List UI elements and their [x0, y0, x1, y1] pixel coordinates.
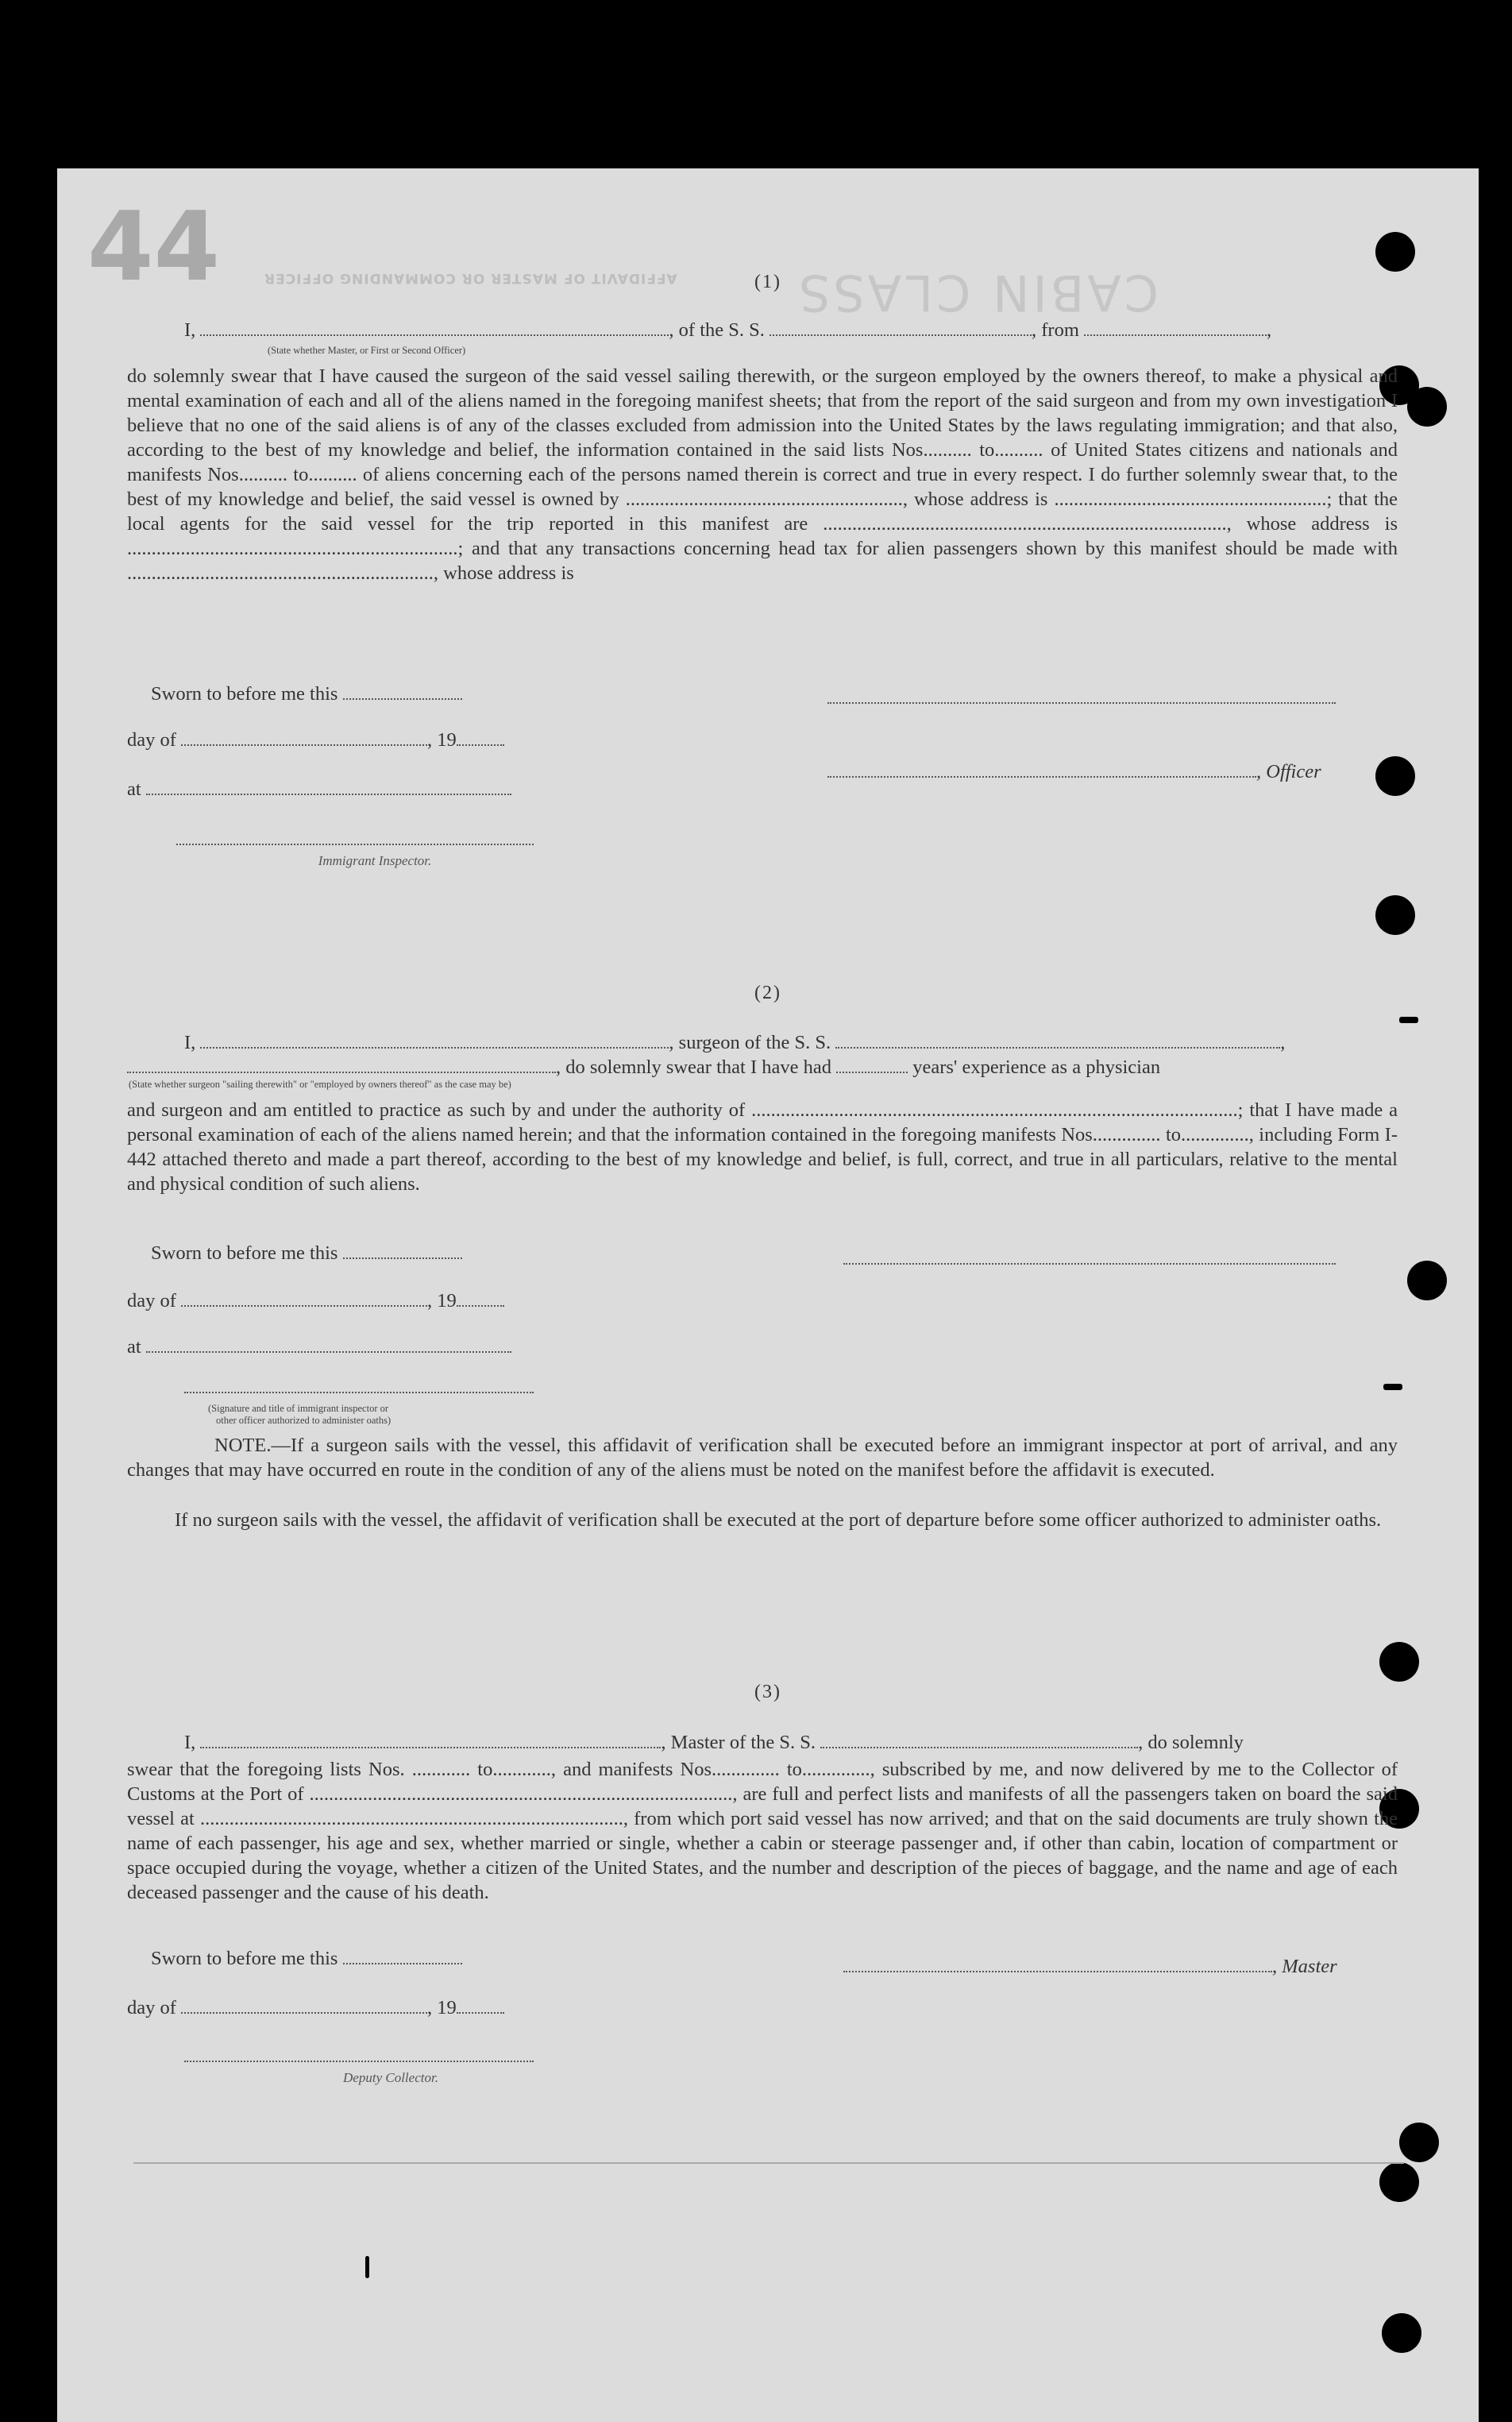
day-of-line-1: day of , 19 — [127, 729, 504, 751]
at-line-2: at — [127, 1336, 511, 1358]
punch-hole — [1375, 756, 1415, 796]
at-place-field[interactable] — [146, 1337, 511, 1353]
master-signature-line: , Master — [843, 1956, 1337, 1978]
ink-mark — [365, 2256, 369, 2278]
sig-caption-1: (Signature and title of immigrant inspector or — [208, 1403, 389, 1414]
master-ship-field[interactable] — [820, 1732, 1138, 1748]
day-of-line-2: day of , 19 — [127, 1290, 504, 1312]
master-name-field[interactable] — [200, 1732, 661, 1748]
day-of-line-3: day of , 19 — [127, 1997, 504, 2019]
officer-title-field[interactable] — [827, 762, 1256, 778]
note-paragraph-2: If no surgeon sails with the vessel, the affidavit of verification shall be executed at the port of departure before some officer authorized to administer oaths. — [175, 1509, 1382, 1531]
surgeon-name-line: I, , surgeon of the S. S. , — [184, 1032, 1286, 1053]
collector-caption: Deputy Collector. — [343, 2070, 438, 2085]
master-signature-field[interactable] — [843, 1957, 1272, 1972]
paper-mark — [1399, 1017, 1418, 1023]
sworn-date-field[interactable] — [343, 1949, 462, 1964]
day-field[interactable] — [181, 1998, 427, 2014]
sworn-line-1: Sworn to before me this — [151, 683, 462, 705]
sworn-date-field[interactable] — [343, 1243, 462, 1259]
years-field[interactable] — [836, 1057, 908, 1073]
sworn-date-field[interactable] — [343, 684, 462, 700]
sig-caption-2: other officer authorized to administer oaths) — [216, 1415, 392, 1426]
at-line-1: at — [127, 778, 511, 801]
bottom-divider — [133, 2162, 1404, 2164]
collector-signature-line[interactable] — [184, 2061, 534, 2062]
surgeon-signature-line[interactable] — [843, 1263, 1336, 1265]
year-field[interactable] — [457, 1291, 504, 1307]
surgeon-name-field[interactable] — [200, 1033, 669, 1049]
punch-hole — [1382, 2313, 1421, 2353]
year-field[interactable] — [457, 730, 504, 746]
section-2-body: and surgeon and am entitled to practice as such by and under the authority of ....................................................................................................; that I have made a personal examination of each of the aliens named herein; and that the information contained in the foregoing manifests Nos.............. to.............., including Form I-442 attached thereto and made a part thereof, according to the best of my knowledge and belief, is full, correct, and true in all particulars, relative to the mental and physical condition of such aliens. — [127, 1099, 1398, 1195]
officer-title-line: , Officer — [827, 761, 1321, 783]
sworn-line-2: Sworn to before me this — [151, 1242, 462, 1265]
surgeon-status-field[interactable] — [127, 1057, 556, 1073]
officer-name-field[interactable] — [200, 320, 669, 336]
cabin-class-stamp: CABIN CLASS — [796, 264, 1159, 322]
punch-hole — [1375, 895, 1415, 935]
paper-mark — [1383, 1384, 1402, 1390]
officer-caption: (State whether Master, or First or Second Officer) — [268, 345, 466, 356]
day-field[interactable] — [181, 1291, 427, 1307]
punch-hole — [1379, 2162, 1419, 2202]
surgeon-ship-field[interactable] — [835, 1033, 1280, 1049]
from-port-field[interactable] — [1084, 320, 1267, 336]
sworn-line-3: Sworn to before me this — [151, 1948, 462, 1970]
inspector-signature-line[interactable] — [176, 844, 534, 845]
faint-header-text: AFFIDAVIT OF MASTER OR COMMANDING OFFICER — [264, 270, 677, 286]
section-3-body: swear that the foregoing lists Nos. ............ to............, and manifests Nos.............. to.............., subscribed by me, and now delivered by me to the Collector of Customs at the Port of ......................................................................................., are full and perfect lists and manifests of all the passengers taken on board the said vessel at ......................................................................................., from which port said vessel has now arrived; and that on the said documents are truly shown the name of each passenger, his age and sex, whether married or single, whether a cabin or steerage passenger and, if other than cabin, location of compartment or space occupied during the voyage, whether a citizen of the United States, and the number and description of the pieces of baggage, and the name and age of each deceased passenger and the cause of his death. — [127, 1759, 1398, 1903]
section-2-number: (2) — [754, 983, 781, 1003]
day-field[interactable] — [181, 730, 427, 746]
section-1-body: do solemnly swear that I have caused the surgeon of the said vessel sailing therewith, or the surgeon employed by the owners thereof, to make a physical and mental examination of each and all of the aliens named in the foregoing manifest sheets; that from the report of the said surgeon and from my own investigation I believe that no one of the said aliens is of any of the classes excluded from admission into the United States by the laws regulating immigration; and that also, according to the best of my knowledge and belief, the information contained in the said lists Nos.......... to.......... of United States citizens and nationals and manifests Nos.......... to.......... of aliens concerning each of the persons named therein is correct and true in every respect. I do further solemnly swear that, to the best of my knowledge and belief, the said vessel is owned by ........................................................., whose address is ........................................................; that the local agents for the said vessel for the trip reported in this manifest are ..................................................................................., whose address is ....................................................................; and that any transactions concerning head tax for alien passengers shown by this manifest should be made with ..............................................................., whose address is — [127, 365, 1398, 584]
punch-hole — [1407, 387, 1447, 427]
inspector-caption: Immigrant Inspector. — [318, 853, 432, 868]
master-name-line: I, , Master of the S. S. , do solemnly — [184, 1732, 1244, 1753]
year-field[interactable] — [457, 1998, 504, 2014]
punch-hole — [1375, 232, 1415, 272]
note-paragraph: NOTE.—If a surgeon sails with the vessel, this affidavit of verification shall be executed before an immigrant inspector at port of arrival, and any changes that may have occurred en route in the condition of any of the aliens must be noted on the manifest before the affidavit is executed. — [127, 1435, 1398, 1481]
ship-name-field[interactable] — [770, 320, 1032, 336]
at-place-field[interactable] — [146, 779, 511, 795]
section-1-officer-line: I, , of the S. S. , from , — [184, 319, 1272, 341]
section-3-number: (3) — [754, 1682, 781, 1702]
punch-hole — [1399, 2123, 1439, 2162]
surgeon-swear-line: , do solemnly swear that I have had years' experience as a physician — [127, 1056, 1160, 1079]
page-number-stamp: 44 — [87, 192, 220, 303]
officer-signature-line[interactable] — [827, 702, 1336, 704]
section-1-number: (1) — [754, 272, 781, 292]
surgeon-caption: (State whether surgeon "sailing therewith" or "employed by owners thereof" as the case may be) — [129, 1079, 511, 1090]
authorized-officer-signature-line[interactable] — [184, 1392, 534, 1393]
manifest-page — [57, 168, 1479, 2422]
punch-hole — [1407, 1261, 1447, 1300]
punch-hole — [1379, 1642, 1419, 1682]
